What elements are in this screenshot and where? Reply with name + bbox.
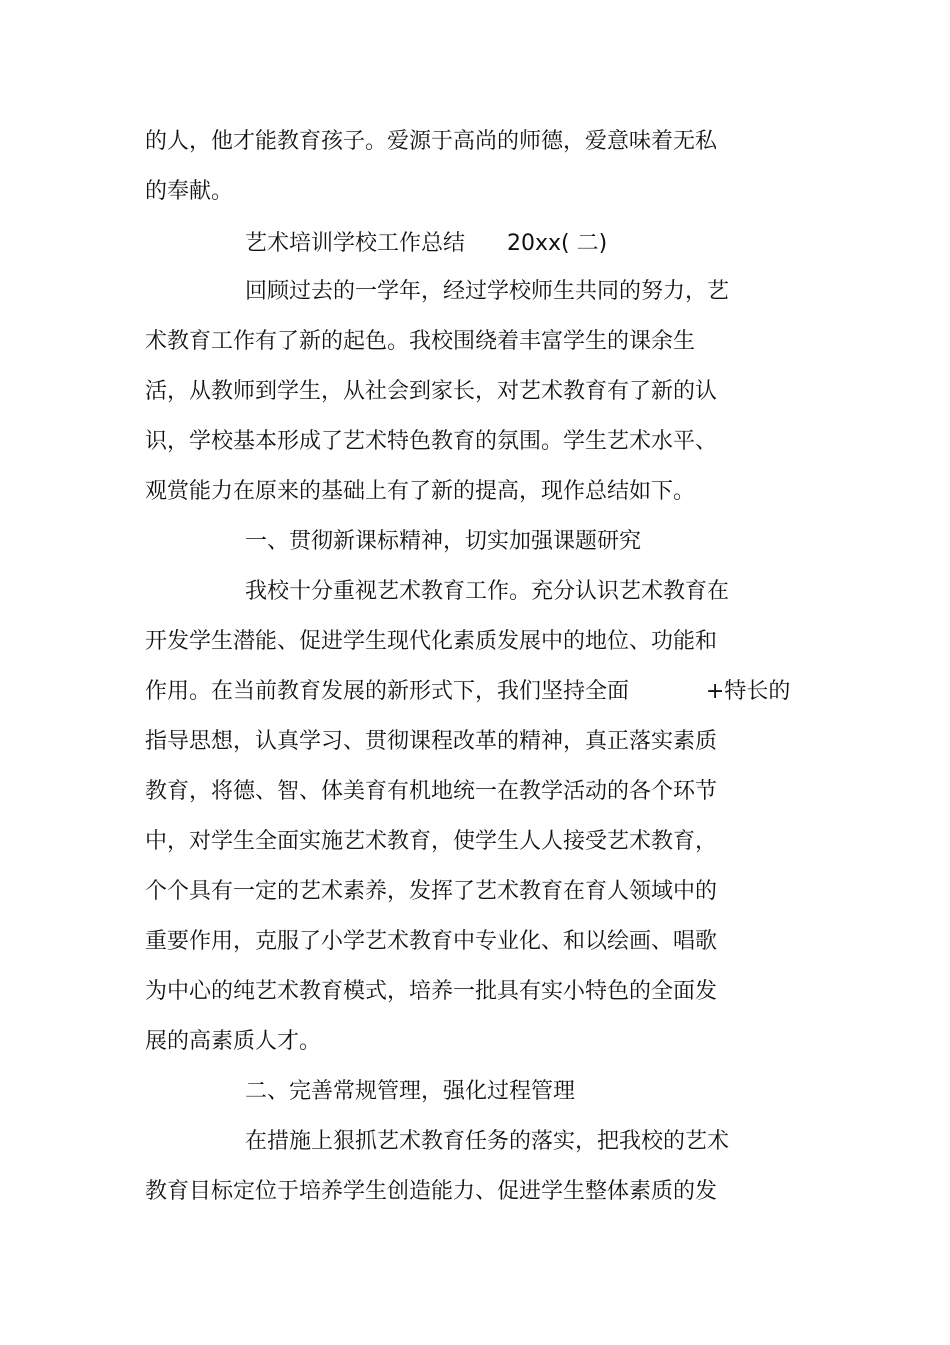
heading-2: 二、完善常规管理，强化过程管理 <box>245 1079 576 1104</box>
text-line: 中，对学生全面实施艺术教育，使学生人人接受艺术教育， <box>145 829 718 854</box>
text-line: 的人，他才能教育孩子。爱源于高尚的师德，爱意味着无私 <box>145 129 718 154</box>
text-line: 为中心的纯艺术教育模式，培养一批具有实小特色的全面发 <box>145 979 718 1004</box>
text-line: 重要作用，克服了小学艺术教育中专业化、和以绘画、唱歌 <box>145 929 718 954</box>
text-line: 展的高素质人才。 <box>145 1029 322 1054</box>
text-line: 的奉献。 <box>145 179 234 204</box>
text-line: 识，学校基本形成了艺术特色教育的氛围。学生艺术水平、 <box>145 429 718 454</box>
text-line: 术教育工作有了新的起色。我校围绕着丰富学生的课余生 <box>145 329 696 354</box>
text-line: 开发学生潜能、促进学生现代化素质发展中的地位、功能和 <box>145 629 718 654</box>
text-line: 教育目标定位于培养学生创造能力、促进学生整体素质的发 <box>145 1179 718 1204</box>
text-line: 观赏能力在原来的基础上有了新的提高，现作总结如下。 <box>145 479 696 504</box>
heading-1: 一、贯彻新课标精神，切实加强课题研究 <box>245 529 642 554</box>
text-line: 作用。在当前教育发展的新形式下，我们坚持全面 +特长的 <box>145 679 791 704</box>
text-line: 活，从教师到学生，从社会到家长，对艺术教育有了新的认 <box>145 379 718 404</box>
text-line: 指导思想，认真学习、贯彻课程改革的精神，真正落实素质 <box>145 729 718 754</box>
text-line: 回顾过去的一学年，经过学校师生共同的努力，艺 <box>245 279 730 304</box>
text-line: 我校十分重视艺术教育工作。充分认识艺术教育在 <box>245 579 730 604</box>
text-line: 个个具有一定的艺术素养，发挥了艺术教育在育人领域中的 <box>145 879 718 904</box>
section-title: 艺术培训学校工作总结 20xx( 二) <box>245 231 608 256</box>
text-line: 在措施上狠抓艺术教育任务的落实，把我校的艺术 <box>245 1129 730 1154</box>
text-line: 教育，将德、智、体美育有机地统一在教学活动的各个环节 <box>145 779 718 804</box>
